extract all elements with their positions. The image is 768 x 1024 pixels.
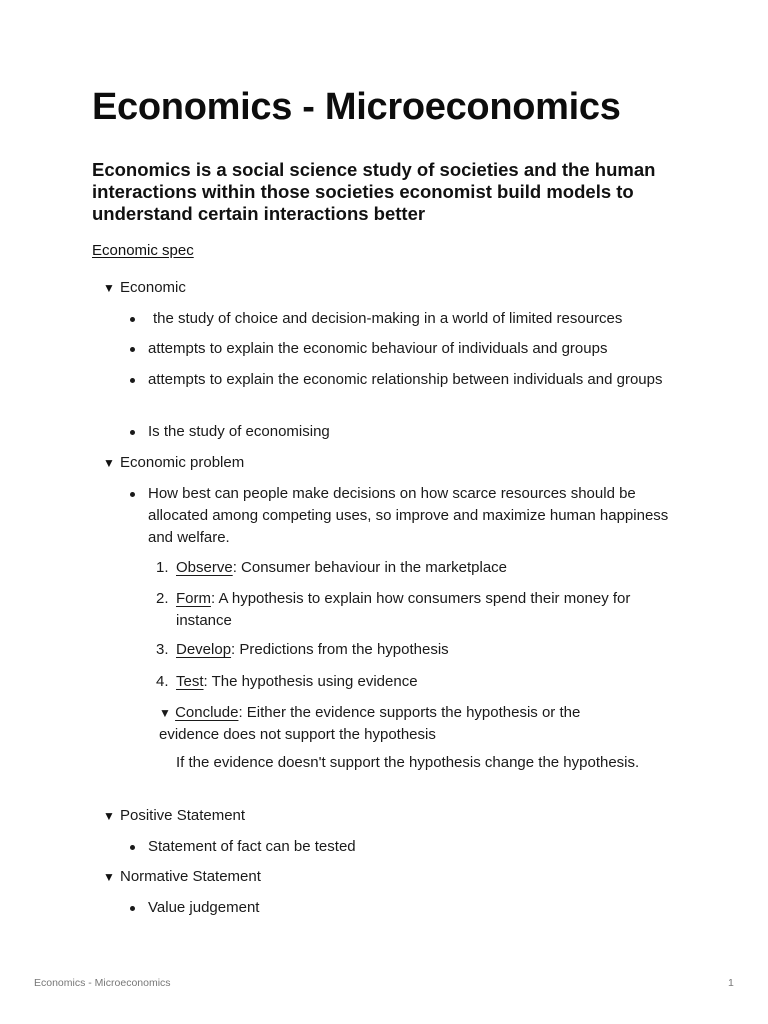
step-term: Develop [176, 641, 232, 658]
list-item: the study of choice and decision-making in a world of limited resources [153, 310, 623, 327]
economic-spec-link[interactable]: Economic spec [92, 242, 194, 259]
step-text: : Predictions from the hypothesis [231, 641, 449, 658]
step-number: 2. [156, 590, 169, 607]
step-number: 1. [156, 559, 169, 576]
step-item-test [176, 671, 676, 693]
step-term: Observe [176, 559, 233, 576]
step-number: 3. [156, 641, 169, 658]
step-term: Form [176, 590, 211, 607]
toggle-triangle-icon[interactable]: ▼ [159, 706, 171, 720]
step-text: : The hypothesis using evidence [203, 673, 418, 690]
toggle-normative-statement[interactable]: Normative Statement [120, 868, 261, 885]
toggle-triangle-icon[interactable]: ▼ [103, 281, 115, 295]
list-item: How best can people make decisions on how scarce resources should be allocated among competing uses, so improve and maximize human happiness and welfare. [148, 485, 669, 546]
step-item-observe [176, 557, 676, 579]
list-item: attempts to explain the economic behaviour of individuals and groups [148, 340, 608, 357]
bullet-icon [130, 317, 135, 322]
toggle-economic-problem[interactable]: Economic problem [120, 454, 245, 471]
step-term: Test [176, 673, 204, 690]
toggle-triangle-icon[interactable]: ▼ [103, 809, 115, 823]
toggle-conclude[interactable] [159, 702, 639, 746]
bullet-icon [130, 430, 135, 435]
page-title: Economics - Microeconomics [92, 86, 621, 128]
list-item: Value judgement [148, 899, 260, 916]
step-text: : A hypothesis to explain how consumers spend their money for instance [176, 590, 631, 629]
footer-document-name: Economics - Microeconomics [34, 977, 171, 989]
step-item-form [176, 588, 666, 632]
step-item-develop [176, 639, 676, 661]
toggle-economic[interactable]: Economic [120, 279, 186, 296]
step-number: 4. [156, 673, 169, 690]
step-text: : Consumer behaviour in the marketplace [232, 559, 508, 576]
list-item: attempts to explain the economic relationship between individuals and groups [148, 371, 663, 388]
bullet-icon [130, 492, 135, 497]
conclude-detail: If the evidence doesn't support the hypothesis change the hypothesis. [176, 754, 640, 771]
bullet-icon [130, 347, 135, 352]
bullet-icon [130, 378, 135, 383]
bullet-icon [130, 845, 135, 850]
conclude-term: Conclude [175, 704, 239, 721]
bullet-icon [130, 906, 135, 911]
conclude-text: : Either the evidence supports the hypothesis or the evidence does not support the hypothesis [159, 704, 581, 743]
toggle-triangle-icon[interactable]: ▼ [103, 870, 115, 884]
list-item: Is the study of economising [148, 423, 330, 440]
footer-page-number: 1 [728, 977, 734, 989]
toggle-positive-statement[interactable]: Positive Statement [120, 807, 246, 824]
list-item: Statement of fact can be tested [148, 838, 356, 855]
lead-paragraph: Economics is a social science study of societies and the human interactions within those societies economist build models to understand certain interactions better [92, 159, 656, 224]
toggle-triangle-icon[interactable]: ▼ [103, 456, 115, 470]
